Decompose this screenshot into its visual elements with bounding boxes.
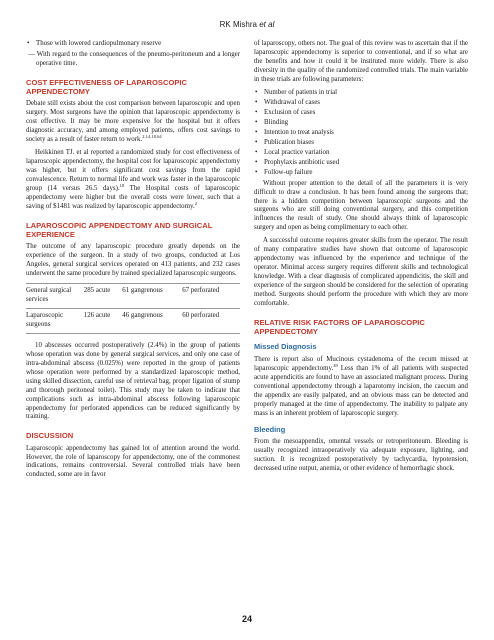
paragraph-text: There is report also of Mucinous cystadenoma of the cecum missed at laparoscopic appendectomy. [254, 355, 468, 372]
table-cell: Laparoscopic surgeons [26, 308, 84, 333]
subheading-bleeding: Bleeding [254, 424, 286, 434]
list-item: • Exclusion of cases [254, 109, 468, 118]
bullet-list [26, 40, 240, 49]
paragraph [26, 100, 240, 145]
table-cell: 285 acute [84, 283, 123, 308]
list-item: • Number of patients in trial [254, 89, 468, 98]
paragraph: From the mesoappendix, omental vessels or retroperitoneum. Bleeding is usually recognized intraoperatively via adequate exposure, lighting, and suction. It is recognized postoperatively by tachycardia, hypotension, decreased urine output, anemia, or other evidence of hemorrhagic shock. [254, 438, 468, 473]
left-column [26, 40, 240, 484]
citation: 2,14,18,64 [142, 134, 162, 139]
bullet-list [254, 89, 468, 178]
section-heading-risk: RELATIVE RISK FACTORS OF LAPAROSCOPIC APPENDECTOMY [254, 318, 425, 337]
list-item: • Intention to treat analysis [254, 129, 468, 138]
paragraph [26, 149, 240, 212]
table-cell: 126 acute [84, 308, 123, 333]
paragraph-text: Debate still exists about the cost comparison between laparoscopic and open surgery. Most surgeons have the opinion that laparoscopic appendectomy is cost effective. It may be more expensive for the hospital but it offers diagnostic accuracy, and among employed patients, offers cost savings to society as a result of faster return to work. [26, 100, 240, 143]
section-heading-experience: LAPAROSCOPIC APPENDECTOMY AND SURGICAL EXPERIENCE [26, 220, 213, 239]
paragraph: Laparoscopic appendectomy has gained lot of attention around the world. However, the role of laparoscopy for appendectomy, one of the commonest indications, remains controversial. Several controlled trials have been conducted, some are in favor [26, 444, 240, 479]
list-item: • Those with lowered cardiopulmonary reserve [26, 40, 240, 49]
paragraph: of laparoscopy, others not. The goal of this review was to ascertain that if the laparoscopic appendectomy is superior to conventional, and if so what are the benefits and how it could it be instituted more widely. There is also diversity in the quality of the randomized controlled trials. The main variable in these trials are following parameters: [254, 40, 468, 83]
experience-table [26, 283, 240, 334]
header-etal: et al [259, 20, 275, 29]
table-cell: 60 perforated [182, 308, 240, 333]
table-cell: General surgical services [26, 283, 84, 308]
section-heading-discussion: DISCUSSION [26, 431, 74, 441]
table-cell: 67 perforated [182, 283, 240, 308]
paragraph-text: The Hospital costs of laparoscopic appendectomy were higher but the overall costs were lower, such that a saving of $1481 was realized by laparoscopic appendectomy. [26, 184, 240, 210]
citation: 49 [333, 362, 338, 368]
list-item: • Local practice variation [254, 149, 468, 158]
paragraph [254, 356, 468, 419]
table-row [26, 308, 240, 333]
list-item: • Withdrawal of cases [254, 99, 468, 108]
list-item: • Follow-up failure [254, 169, 468, 178]
paragraph: A successful outcome requires greater skills from the operator. The result of many comparative studies have shown that outcome of laparoscopic appendectomy was influenced by the experience and technique of the operator. Minimal access surgery requires different skills and technological knowledge. With a clear diagnosis of complicated appendicitis, the skill and experience of the surgeon should be considered for the selection of operating method. Surgeons should perform the procedure with which they are more comfortable. [254, 237, 468, 308]
citation: 2 [194, 200, 197, 206]
paragraph-text: Less than 1% of all patients with suspected acute appendicitis are found to have an associated malignant process. During conventional appendectomy through a laparotomy incision, the caecum and the appendix are easily palpated, and an obvious mass can be detected and properly managed at the time of appendectomy. The inability to palpate any mass is an inherent problem of laparoscopic surgery. [254, 364, 468, 417]
section-heading-cost: COST EFFECTIVENESS OF LAPAROSCOPIC APPENDECTOMY [26, 77, 188, 97]
table-cell: 61 gangrenous [122, 283, 182, 308]
paragraph: 10 abscesses occurred postoperatively (2.4%) in the group of patients whose operation was done by general surgical services, and only one case of intra-abdominal abscess (0.025%) were reported in the group of patients whose operation were performed by a standardized laparoscopic method, using skilled dissection, careful use of retrieval bag, proper ligation of stump and thorough peritoneal toilet). This study may be taken to indicate that complications such as intra-abdominal abscess following laparoscopic appendectomy for perforated appendices can be reduced significantly by training. [26, 341, 240, 421]
paragraph-text: Heikkinen TJ. et al reported a randomized study for cost effectiveness of laparoscopic appendectomy, the hospital cost for laparoscopic appendectomy was higher, but it offers significant cost savings from the rapid convalescence. Return to normal life and work was faster in the laparoscopic group (14 versus 26.5 days). [26, 148, 240, 192]
header-authors: RK Mishra [219, 20, 257, 29]
paragraph: The outcome of any laparoscopic procedure greatly depends on the experience of the surgeon. In a study of two groups, conducted at Los Angeles, general surgical services operated on 413 patients, and 232 cases underwent the same procedure by trained specialized laparoscopic surgeons. [26, 242, 240, 277]
citation: 18 [119, 182, 125, 188]
table-cell: 46 gangrenous [122, 308, 182, 333]
paragraph: Without proper attention to the detail of all the parameters it is very difficult to draw a conclusion. It has been found among the surgeons that; there is a hidden competition between laparoscopic surgeons and the surgeons who are still doing conventional surgery, and this competition influences the result of study. One should always think of laparoscopic surgery and open as being complimentary to each other. [254, 179, 468, 232]
dash-item: — With regard to the consequences of the pneumo-peritoneum and a longer operative time. [28, 50, 240, 67]
list-item: • Prophylaxis antibiotic used [254, 159, 468, 168]
page-number: 24 [241, 614, 252, 624]
subheading-missed-diagnosis: Missed Diagnosis [254, 342, 317, 352]
list-item: • Publication biases [254, 139, 468, 148]
running-header [0, 20, 494, 29]
list-item: • Blinding [254, 119, 468, 128]
right-column [254, 40, 468, 478]
table-row [26, 283, 240, 308]
